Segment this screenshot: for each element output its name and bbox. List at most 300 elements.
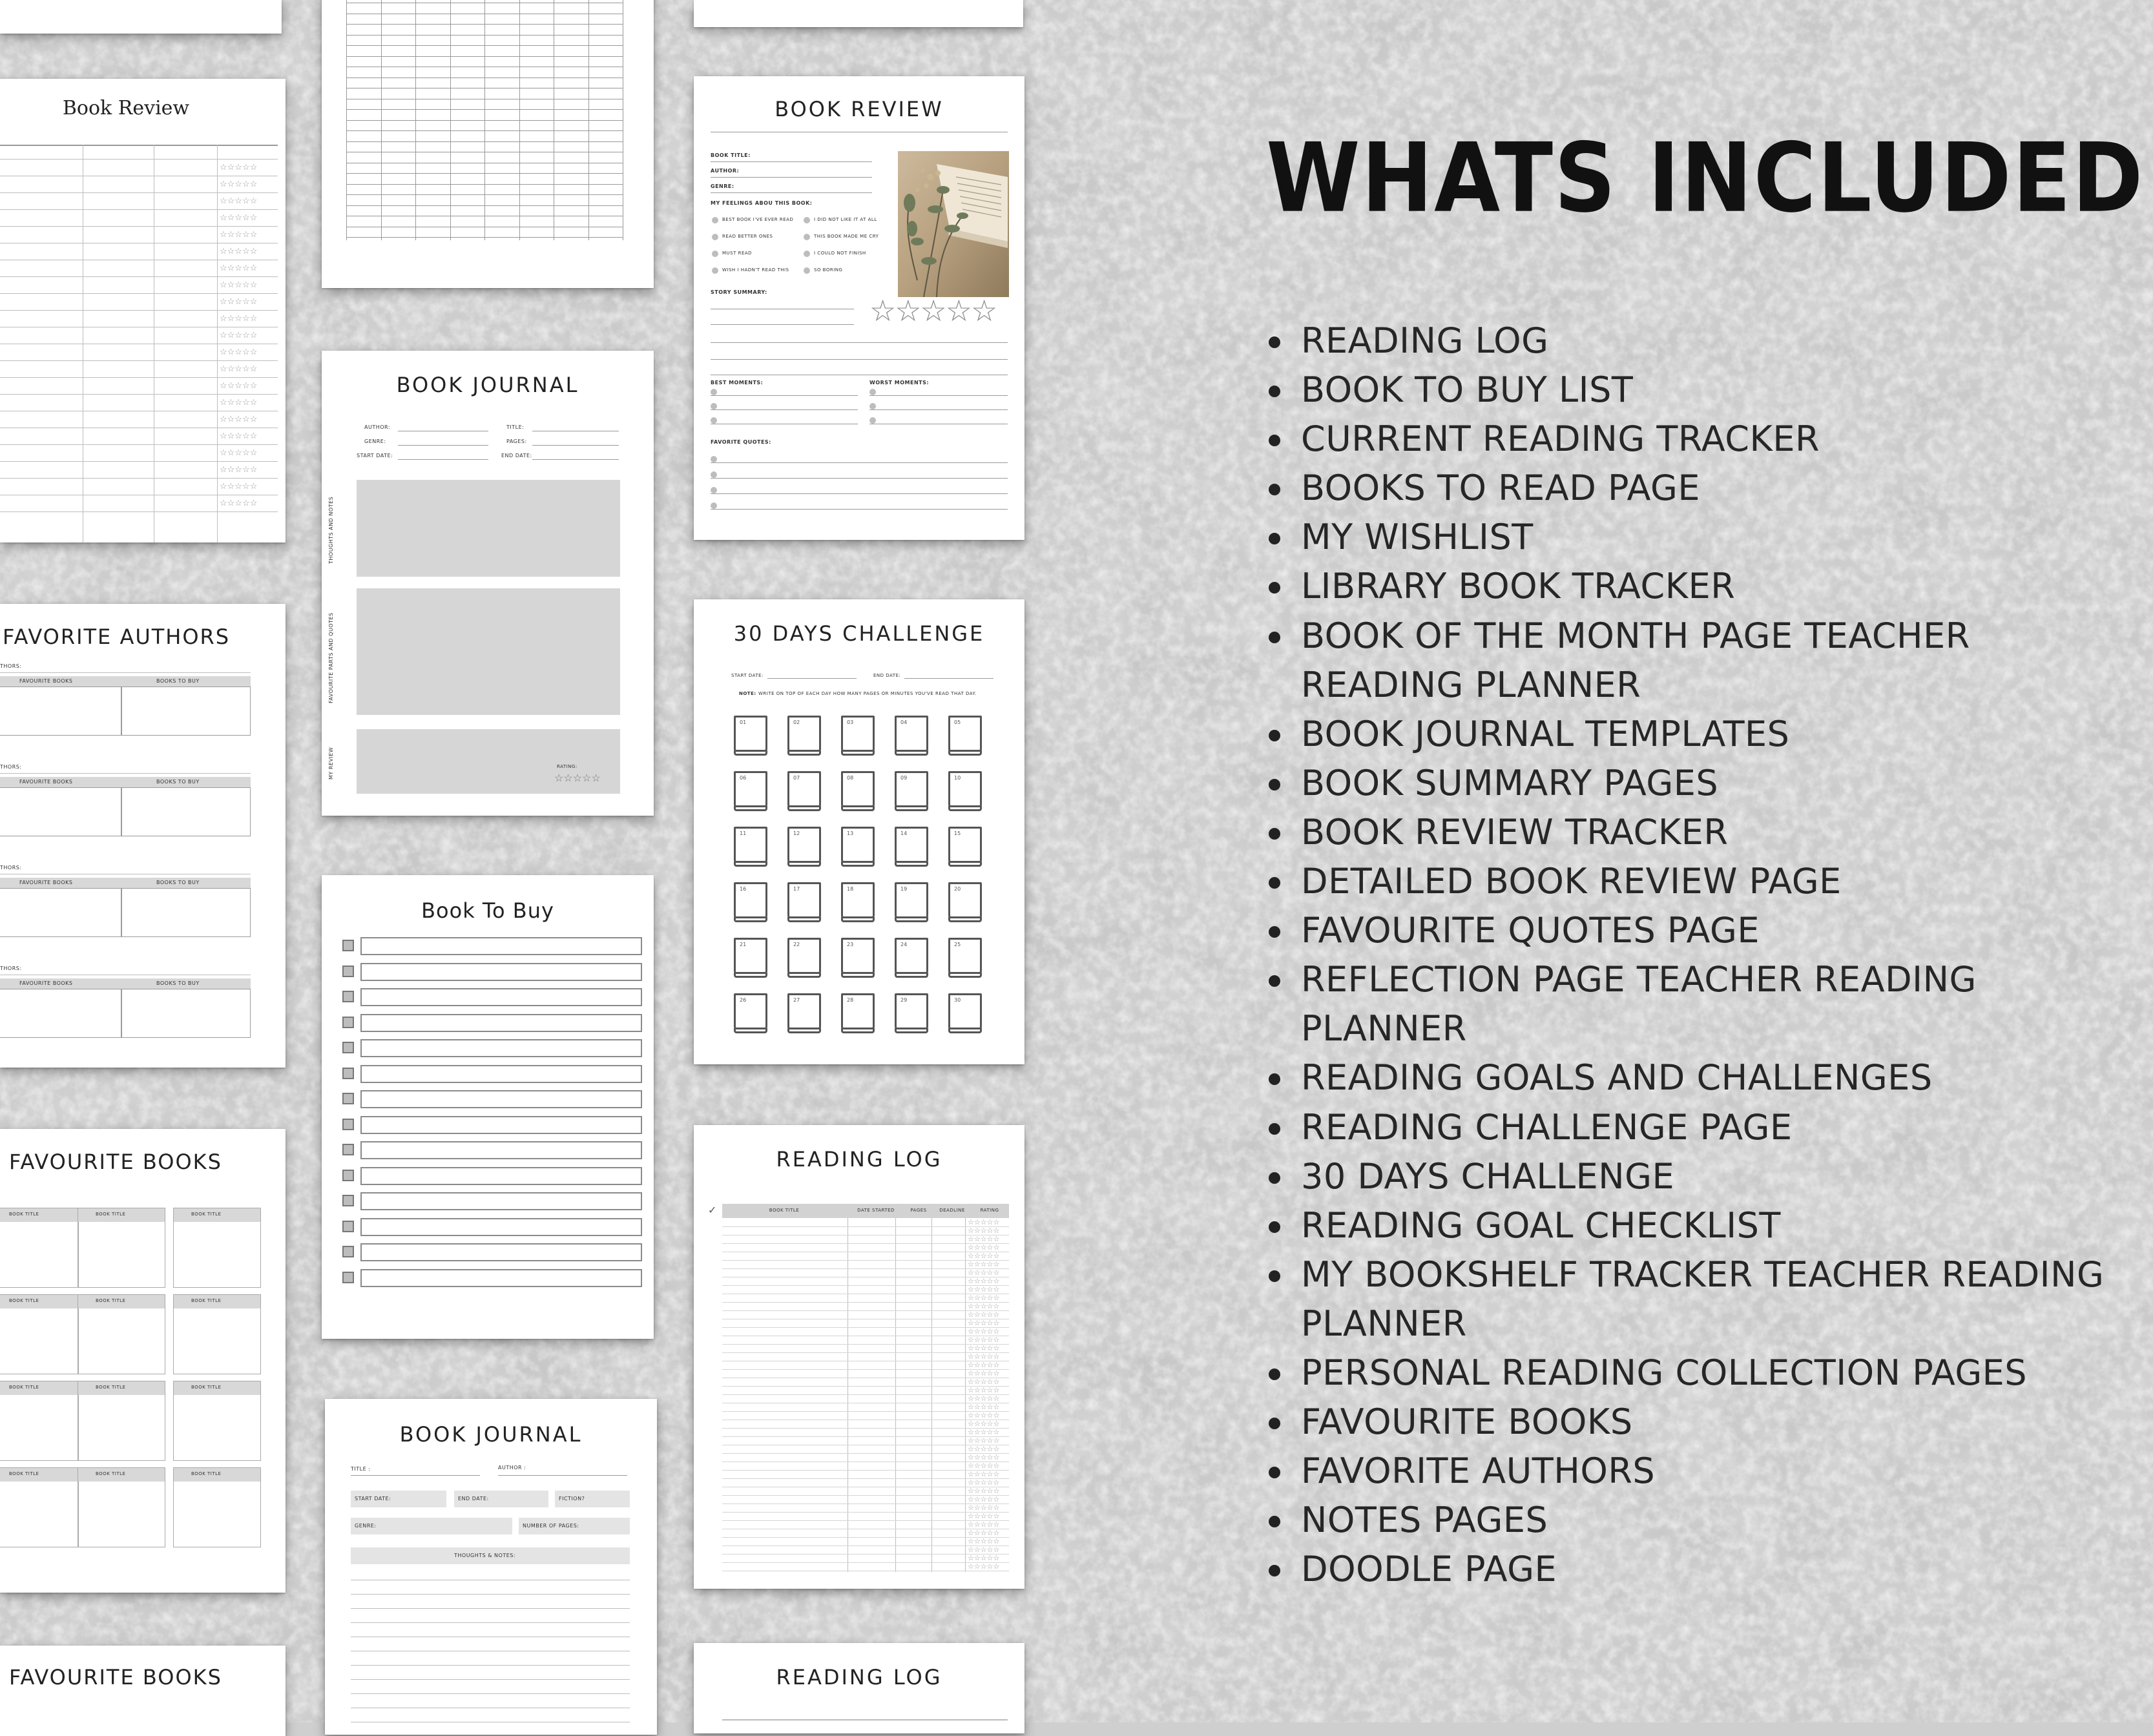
author-line	[0, 773, 251, 774]
row-stars: ☆☆☆☆☆	[968, 1361, 1000, 1369]
row-stars: ☆☆☆☆☆	[968, 1328, 1000, 1336]
row-stars: ☆☆☆☆☆	[968, 1370, 1000, 1378]
entry-line-box	[360, 1116, 642, 1134]
included-item: DETAILED BOOK REVIEW PAGE	[1266, 857, 2132, 906]
book-icon	[948, 827, 982, 863]
story-summary-label: STORY SUMMARY:	[711, 289, 767, 295]
page-reading-log-2	[694, 1643, 1024, 1733]
book-icon	[734, 938, 767, 974]
book-icon	[787, 716, 821, 752]
book-cell	[78, 1208, 165, 1288]
row-line	[0, 360, 278, 361]
review-side-label: MY REVIEW	[328, 747, 334, 780]
row-stars: ☆☆☆☆☆	[968, 1311, 1000, 1319]
entry-line-box	[360, 1039, 642, 1057]
quote-line	[711, 478, 1008, 479]
book-icon	[841, 938, 875, 974]
day-number: 17	[793, 886, 800, 892]
book-icon	[734, 827, 767, 863]
check-icon: ✓	[708, 1204, 717, 1216]
day-number: 09	[900, 775, 908, 781]
checkbox-square	[342, 991, 354, 1002]
note-line	[351, 1608, 630, 1609]
day-number: 04	[900, 719, 908, 725]
option-bullet	[804, 234, 810, 240]
book-icon	[948, 771, 982, 807]
entry-line-box	[360, 1090, 642, 1108]
row-stars: ☆☆☆☆☆	[220, 246, 258, 256]
checkbox-square	[342, 1093, 354, 1104]
feelings-label: MY FEELINGS ABOU THIS BOOK:	[711, 200, 813, 206]
included-item: BOOK OF THE MONTH PAGE TEACHER READING PLANNER	[1266, 612, 2132, 710]
grid-row	[346, 109, 623, 110]
checkbox-square	[342, 1195, 354, 1206]
book-icon	[734, 993, 767, 1029]
day-number: 08	[847, 775, 854, 781]
grid-row	[346, 35, 623, 36]
page-reading-log	[694, 1125, 1024, 1589]
book-title-label: BOOK TITLE	[191, 1212, 222, 1217]
checkbox-square	[342, 1042, 354, 1053]
row-stars: ☆☆☆☆☆	[968, 1513, 1000, 1520]
book-title-label: BOOK TITLE	[191, 1471, 222, 1476]
column-line	[931, 1218, 932, 1572]
included-items-list	[1266, 316, 2132, 1594]
row-stars: ☆☆☆☆☆	[968, 1303, 1000, 1310]
grid-row	[346, 130, 623, 131]
favourite-parts-box	[357, 588, 620, 715]
page-title: BOOK REVIEW	[775, 97, 944, 121]
book-icon	[895, 827, 928, 863]
page-title: READING LOG	[776, 1665, 942, 1690]
checkbox-square	[342, 966, 354, 977]
option-label: THIS BOOK MADE ME CRY	[814, 234, 879, 239]
row-line	[722, 1310, 1009, 1311]
page-book-review	[694, 76, 1024, 540]
row-stars: ☆☆☆☆☆	[968, 1412, 1000, 1420]
row-line	[722, 1386, 1009, 1387]
row-stars: ☆☆☆☆☆	[968, 1538, 1000, 1545]
row-stars: ☆☆☆☆☆	[220, 212, 258, 222]
checkbox-square	[342, 1272, 354, 1283]
book-cell	[0, 1208, 79, 1288]
rating-label: RATING:	[557, 764, 577, 769]
quote-bullet	[711, 487, 717, 493]
row-line	[0, 276, 278, 277]
quote-line	[711, 509, 1008, 510]
row-line	[0, 394, 278, 395]
row-line	[722, 1260, 1009, 1261]
row-line	[722, 1411, 1009, 1412]
row-stars: ☆☆☆☆☆	[220, 380, 258, 390]
included-item: READING GOALS AND CHALLENGES	[1266, 1053, 2132, 1102]
row-line	[0, 478, 278, 479]
row-stars: ☆☆☆☆☆	[220, 414, 258, 424]
row-line	[722, 1268, 1009, 1269]
row-stars: ☆☆☆☆☆	[968, 1429, 1000, 1436]
page-title: FAVOURITE BOOKS	[9, 1150, 222, 1174]
note-line	[351, 1594, 630, 1595]
grid-row	[346, 120, 623, 121]
included-item: FAVOURITE BOOKS	[1266, 1398, 2132, 1447]
entry-line-box	[360, 1014, 642, 1032]
page-book-journal	[322, 351, 654, 816]
option-bullet	[804, 267, 810, 274]
book-title-label: BOOK TITLE:	[711, 152, 751, 158]
row-stars: ☆☆☆☆☆	[220, 179, 258, 189]
row-line	[722, 1226, 1009, 1227]
genre-label: GENRE:	[355, 1523, 377, 1529]
checkbox-square	[342, 1246, 354, 1257]
book-title-label: BOOK TITLE	[96, 1471, 126, 1476]
row-stars: ☆☆☆☆☆	[220, 347, 258, 356]
row-stars: ☆☆☆☆☆	[968, 1479, 1000, 1487]
option-bullet	[712, 267, 718, 274]
book-cell	[78, 1294, 165, 1374]
genre-label: GENRE:	[711, 183, 734, 189]
entry-line-box	[360, 937, 642, 955]
option-label: READ BETTER ONES	[722, 234, 773, 239]
parts-side-label: FAVOURITE PARTS AND QUOTES	[328, 612, 334, 703]
page-favorite-authors	[0, 604, 286, 1068]
row-line	[722, 1394, 1009, 1395]
row-stars: ☆☆☆☆☆	[968, 1378, 1000, 1386]
book-title-label: BOOK TITLE	[96, 1385, 126, 1390]
row-stars: ☆☆☆☆☆	[968, 1496, 1000, 1504]
grid-row	[346, 56, 623, 57]
worst-moments-label: WORST MOMENTS:	[869, 380, 930, 386]
row-stars: ☆☆☆☆☆	[968, 1462, 1000, 1470]
option-bullet	[712, 234, 718, 240]
quote-bullet	[711, 456, 717, 462]
day-number: 07	[793, 775, 800, 781]
option-label: SO BORING	[814, 267, 843, 273]
book-icon	[787, 993, 821, 1029]
row-stars: ☆☆☆☆☆	[968, 1286, 1000, 1294]
book-icon	[948, 882, 982, 918]
entry-line-box	[360, 1269, 642, 1287]
author-label: THORS:	[0, 966, 22, 971]
book-cell	[0, 1294, 79, 1374]
day-number: 02	[793, 719, 800, 725]
option-bullet	[712, 217, 718, 223]
author-label: THORS:	[0, 663, 22, 669]
included-item: 30 DAYS CHALLENGE	[1266, 1152, 2132, 1201]
author-label: THORS:	[0, 764, 22, 770]
column-header: BOOK TITLE	[769, 1208, 800, 1213]
row-line	[722, 1545, 1009, 1546]
day-number: 05	[954, 719, 961, 725]
day-number: 25	[954, 942, 961, 947]
included-item: LIBRARY BOOK TRACKER	[1266, 562, 2132, 611]
best-moments-label: BEST MOMENTS:	[711, 380, 764, 386]
row-line	[722, 1495, 1009, 1496]
author-label: AUTHOR:	[364, 424, 391, 430]
row-line	[0, 293, 278, 294]
row-stars: ☆☆☆☆☆	[968, 1387, 1000, 1394]
row-stars: ☆☆☆☆☆	[968, 1437, 1000, 1445]
start-date-label: START DATE:	[357, 453, 393, 459]
page-favourite-books-2	[0, 1646, 286, 1736]
rating-stars: ☆☆☆☆☆	[869, 294, 997, 327]
favourite-books-label: FAVOURITE BOOKS	[19, 980, 73, 986]
page-title: BOOK JOURNAL	[399, 1422, 583, 1447]
included-item: READING CHALLENGE PAGE	[1266, 1103, 2132, 1152]
book-title-label: BOOK TITLE	[96, 1298, 126, 1303]
moment-bullet	[869, 389, 876, 395]
entry-line-box	[360, 1192, 642, 1210]
book-title-label: BOOK TITLE	[96, 1212, 126, 1217]
moment-line	[711, 395, 858, 396]
title-label: TITLE:	[506, 424, 525, 430]
day-number: 28	[847, 997, 854, 1003]
row-stars: ☆☆☆☆☆	[968, 1555, 1000, 1562]
row-line	[722, 1436, 1009, 1437]
book-icon	[787, 882, 821, 918]
book-icon	[948, 716, 982, 752]
book-cell	[173, 1208, 261, 1288]
entry-line-box	[360, 988, 642, 1006]
included-item: BOOK JOURNAL TEMPLATES	[1266, 710, 2132, 759]
row-stars: ☆☆☆☆☆	[968, 1395, 1000, 1403]
day-number: 19	[900, 886, 908, 892]
row-line	[722, 1453, 1009, 1454]
day-number: 10	[954, 775, 961, 781]
note-line	[351, 1679, 630, 1680]
row-line	[0, 310, 278, 311]
row-line	[0, 444, 278, 445]
included-item: READING GOAL CHECKLIST	[1266, 1201, 2132, 1250]
row-stars: ☆☆☆☆☆	[968, 1336, 1000, 1344]
entry-line-box	[360, 1218, 642, 1236]
row-stars: ☆☆☆☆☆	[968, 1563, 1000, 1571]
column-line	[965, 1218, 966, 1572]
included-item: BOOK TO BUY LIST	[1266, 366, 2132, 415]
note-label: NOTE:	[739, 691, 756, 696]
column-header: RATING	[980, 1208, 999, 1213]
books-to-buy-box	[121, 687, 251, 736]
row-line	[722, 1428, 1009, 1429]
row-stars: ☆☆☆☆☆	[968, 1529, 1000, 1537]
day-number: 22	[793, 942, 800, 947]
day-number: 29	[900, 997, 908, 1003]
day-number: 18	[847, 886, 854, 892]
row-stars: ☆☆☆☆☆	[220, 280, 258, 289]
row-stars: ☆☆☆☆☆	[220, 431, 258, 440]
row-stars: ☆☆☆☆☆	[968, 1269, 1000, 1277]
whats-included-heading: WHATS INCLUDED	[1266, 123, 2145, 234]
row-stars: ☆☆☆☆☆	[220, 464, 258, 474]
day-number: 11	[740, 831, 747, 836]
checkbox-square	[342, 1170, 354, 1181]
book-cell	[78, 1467, 165, 1547]
row-line	[722, 1327, 1009, 1328]
start-date-label: START DATE:	[355, 1496, 391, 1502]
row-line	[722, 1537, 1009, 1538]
page-title: 30 DAYS CHALLENGE	[733, 621, 985, 646]
row-line	[0, 192, 278, 193]
favourite-books-label: FAVOURITE BOOKS	[19, 779, 73, 785]
end-date-label: END DATE:	[458, 1496, 489, 1502]
row-stars: ☆☆☆☆☆	[220, 263, 258, 273]
checkbox-square	[342, 1119, 354, 1130]
option-label: I DID NOT LIKE IT AT ALL	[814, 217, 877, 222]
note-line	[351, 1665, 630, 1666]
included-item: DOODLE PAGE	[1266, 1545, 2132, 1594]
book-cell	[0, 1467, 79, 1547]
checkbox-square	[342, 1068, 354, 1079]
favourite-books-label: FAVOURITE BOOKS	[19, 678, 73, 684]
books-to-buy-box	[121, 989, 251, 1038]
day-number: 21	[740, 942, 747, 947]
page-title: FAVOURITE BOOKS	[9, 1665, 222, 1690]
favorite-quotes-label: FAVORITE QUOTES:	[711, 439, 771, 445]
genre-label: GENRE:	[364, 439, 386, 444]
included-item: CURRENT READING TRACKER	[1266, 415, 2132, 464]
book-icon	[948, 993, 982, 1029]
grid-row	[346, 194, 623, 195]
end-date-label: END DATE:	[873, 673, 901, 678]
books-to-buy-label: BOOKS TO BUY	[156, 779, 200, 785]
author-label: AUTHOR:	[711, 168, 740, 174]
book-icon	[787, 827, 821, 863]
book-icon	[895, 716, 928, 752]
book-icon	[895, 882, 928, 918]
moment-line	[711, 409, 858, 410]
grid-row	[346, 205, 623, 206]
checkbox-square	[342, 940, 354, 951]
book-title-label: BOOK TITLE	[9, 1471, 39, 1476]
book-icon	[787, 771, 821, 807]
row-stars: ☆☆☆☆☆	[220, 397, 258, 407]
book-icon	[895, 938, 928, 974]
favourite-books-box	[0, 687, 121, 736]
row-line	[722, 1369, 1009, 1370]
option-bullet	[804, 217, 810, 223]
included-item: PERSONAL READING COLLECTION PAGES	[1266, 1348, 2132, 1398]
moment-bullet	[711, 403, 717, 409]
included-item: MY BOOKSHELF TRACKER TEACHER READING PLANNER	[1266, 1250, 2132, 1348]
author-line	[0, 672, 251, 673]
note-line	[351, 1693, 630, 1694]
day-number: 03	[847, 719, 854, 725]
book-title-label: BOOK TITLE	[9, 1212, 39, 1217]
books-to-buy-box	[121, 787, 251, 836]
row-stars: ☆☆☆☆☆	[220, 313, 258, 323]
day-number: 01	[740, 719, 747, 725]
included-item: MY WISHLIST	[1266, 513, 2132, 562]
entry-line-box	[360, 1167, 642, 1185]
author-label: AUTHOR :	[498, 1465, 526, 1471]
day-number: 26	[740, 997, 747, 1003]
row-line	[0, 226, 278, 227]
moment-bullet	[869, 403, 876, 409]
entry-line-box	[360, 963, 642, 981]
page-title: BOOK JOURNAL	[396, 373, 579, 397]
column-header: PAGES	[910, 1208, 927, 1213]
row-stars: ☆☆☆☆☆	[968, 1454, 1000, 1462]
book-title-label: BOOK TITLE	[9, 1298, 39, 1303]
book-icon	[948, 938, 982, 974]
row-stars: ☆☆☆☆☆	[968, 1345, 1000, 1352]
row-line	[722, 1562, 1009, 1563]
row-stars: ☆☆☆☆☆	[968, 1546, 1000, 1554]
row-stars: ☆☆☆☆☆	[968, 1521, 1000, 1529]
book-cell	[78, 1381, 165, 1461]
book-icon	[841, 771, 875, 807]
option-label: WISH I HADN'T READ THIS	[722, 267, 789, 273]
row-stars: ☆☆☆☆☆	[220, 196, 258, 205]
quote-line	[711, 462, 1008, 463]
day-number: 14	[900, 831, 908, 836]
row-stars: ☆☆☆☆☆	[220, 448, 258, 457]
entry-line-box	[360, 1141, 642, 1159]
page-grid	[322, 0, 654, 288]
moment-bullet	[711, 389, 717, 395]
book-icon	[734, 771, 767, 807]
entry-line-box	[360, 1243, 642, 1261]
row-stars: ☆☆☆☆☆	[220, 330, 258, 340]
page-title: Book Review	[62, 97, 190, 119]
option-bullet	[712, 251, 718, 257]
day-number: 30	[954, 997, 961, 1003]
page-book-to-buy	[322, 875, 654, 1339]
rating-stars: ☆☆☆☆☆	[554, 773, 601, 784]
included-item: NOTES PAGES	[1266, 1496, 2132, 1545]
note-text: WRITE ON TOP OF EACH DAY HOW MANY PAGES OR MINUTES YOU'VE READ THAT DAY.	[758, 691, 977, 696]
row-stars: ☆☆☆☆☆	[968, 1294, 1000, 1302]
row-stars: ☆☆☆☆☆	[220, 364, 258, 373]
row-stars: ☆☆☆☆☆	[968, 1277, 1000, 1285]
option-label: I COULD NOT FINISH	[814, 251, 866, 256]
end-date-label: END DATE:	[501, 453, 532, 459]
day-number: 24	[900, 942, 908, 947]
quote-bullet	[711, 502, 717, 509]
included-item: READING LOG	[1266, 316, 2132, 366]
page-30-days-challenge	[694, 599, 1024, 1064]
day-number: 20	[954, 886, 961, 892]
row-stars: ☆☆☆☆☆	[968, 1420, 1000, 1428]
row-stars: ☆☆☆☆☆	[220, 296, 258, 306]
book-cell	[0, 1381, 79, 1461]
row-stars: ☆☆☆☆☆	[968, 1219, 1000, 1226]
day-number: 16	[740, 886, 747, 892]
row-stars: ☆☆☆☆☆	[968, 1445, 1000, 1453]
title-label: TITLE :	[351, 1466, 371, 1472]
row-line	[722, 1520, 1009, 1521]
grid-row	[346, 173, 623, 174]
books-to-buy-label: BOOKS TO BUY	[156, 880, 200, 885]
row-line	[722, 1302, 1009, 1303]
book-cell	[173, 1381, 261, 1461]
favourite-books-box	[0, 989, 121, 1038]
fiction-label: FICTION?	[559, 1496, 585, 1502]
author-label: THORS:	[0, 865, 22, 871]
quote-line	[711, 493, 1008, 494]
day-number: 27	[793, 997, 800, 1003]
row-line	[0, 377, 278, 378]
moment-bullet	[711, 417, 717, 424]
thoughts-box	[357, 480, 620, 577]
column-header: DATE STARTED	[857, 1208, 895, 1213]
row-stars: ☆☆☆☆☆	[968, 1252, 1000, 1260]
column-header: DEADLINE	[939, 1208, 965, 1213]
entry-line-box	[360, 1065, 642, 1083]
row-line	[0, 461, 278, 462]
page-title: Book To Buy	[421, 898, 554, 923]
day-number: 15	[954, 831, 961, 836]
note-line	[351, 1622, 630, 1623]
